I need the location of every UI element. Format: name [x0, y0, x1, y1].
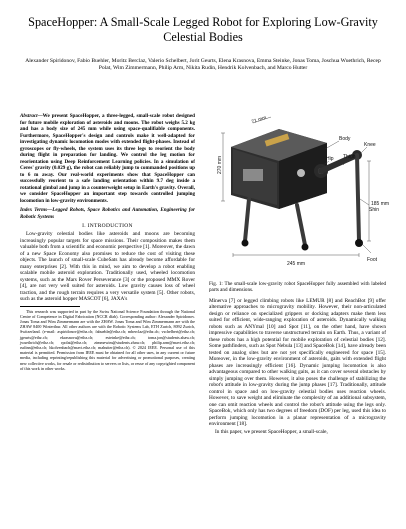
left-column: [20, 113, 195, 371]
label-foot: Foot: [367, 257, 378, 263]
figure-caption: Fig. 1: The small-scale low-gravity robot SpaceHopper fully assembled with labeled parts and dimensions.: [209, 281, 386, 294]
index-terms-text: —Legged Robots, Space Robotics and Automation, Engineering for Robotic Systems: [20, 207, 195, 220]
right-column: [209, 113, 390, 437]
robot-figure: [209, 113, 390, 278]
footnote-divider: [20, 306, 80, 307]
right-column-paragraph-2: In this paper, we present SpaceHopper, a small-scale,: [215, 429, 328, 436]
section-heading-introduction: I. INTRODUCTION: [82, 223, 133, 229]
label-hip: Hip: [326, 156, 334, 162]
footnote: This research was supported in part by the Swiss National Science Foundation through the National Centre of Competence in Digital Fabrication (NCCR dfab). Corresponding author: Alexander Spiridonov. Jonas Toma and Wim Zimmermann are with the ZHAW. Jonas Toma and Wim Zimmermann are with the ZHAW 8400 Winterthur. All other authors are with the Robotic Systems Lab, ETH Zurich, 8092 Zurich, Switzerland. (e-mail: aspiridonov@ethz.ch; fabuehle@ethz.ch; mberclaz@ethz.ch; vschelbert@ethz.ch; jgeurts@ethz.ch; ekrasnova@ethz.ch; esteinke@ethz.ch; toma.jon@students.zhaw.ch; jwuethrich@ethz.ch; rpolat@ethz.ch; zimmewim@students.zhaw.ch; philip.arm@mavt.ethz.ch; rudinn@ethz.ch; hkolvenbach@mavt.ethz.ch; mahutter@ethz.ch). © 2024 IEEE. Personal use of this material is permitted. Permission from IEEE must be obtained for all other uses, in any current or future media, including reprinting/republishing this material for advertising or promotional purposes, creating new collective works, for resale or redistribution to servers or lists, or reuse of any copyrighted component of this work in other works.: [20, 308, 195, 371]
index-terms: [20, 207, 195, 220]
author-list: Alexander Spiridonov, Fabio Buehler, Moritz Berclaz, Valerio Schelbert, Jorit Geurts, Elena Krasnova, Emma Steinke, Jonas Toma, Joschua Wuethrich, Recep Polat, Wim Zimmermann, Philip Arm, Nikita Rudin, Hendrik Kolvenbach, and Marco Hutter: [25, 58, 381, 72]
introduction-paragraph: Low-gravity celestial bodies like asteroids and moons are becoming increasingly popular targets for space missions. Their composition makes them valuable both from a scientific and economic perspective [1]. Moreover, the dawn of a new Space Economy also promises to reduce the cost of visiting these objects. The launch of small-scale CubeSats has already become affordable for many enterprises [2]. With this in mind, we aim to develop a robot enabling scalable mobile asteroid exploration. Traditionally used, wheeled locomotion systems, such as the Mars Rover Perseverance [3] or the proposed MMX Rover [4], are not very well suited for asteroids. Low gravity causes loss of wheel traction, and the rough terrain requires a very versatile system [5]. Other robots, such as the asteroid hopper MASCOT [6], JAXA's: [20, 231, 195, 302]
label-knee: Knee: [364, 142, 376, 148]
abstract-lead: Abstract: [20, 113, 38, 119]
paper-title: SpaceHopper: A Small-Scale Legged Robot for Exploring Low-Gravity Celestial Bodies: [28, 15, 378, 44]
label-shin: Shin: [369, 207, 380, 213]
label-body: Body: [339, 136, 351, 142]
abstract: [20, 113, 195, 204]
right-column-paragraph-1: Minerva [7] or legged climbing robots like LEMUR [8] and ReachBot [9] offer alternative approaches to microgravity mobility. However, their non-articulated design or reliance on specialized grippers or docking adapters make them less suited for efficient, wide-ranging exploration of asteroids. Dynamically walking robots such as ANYmal [10] and Spot [11], on the other hand, have shown impressive capabilities to traverse unstructured terrain on Earth. Thus, a variant of these robots has a high potential for mobile exploration of celestial bodies [12]. Some pathfinders, such as Spot Nebula [13] and SpaceBok [14], have already been tested on analog sites but are not yet specifically engineered for space [15]. Moreover, in the low-gravity environment of asteroids, gaits with extended flight phases are increasingly efficient [16]. Dynamic jumping locomotion is also advantageous compared to other walking gaits, as it can cover several obstacles by simply jumping over them. However, it also poses the challenge of stabilizing the robot's attitude in low-gravity during the jump phases [17]. Traditionally, attitude control in space and on low-gravity celestial bodies uses reaction wheels. However, to save weight and eliminate the complexity of an additional subsystem, one can omit reaction wheels and control the robot's attitude using the legs only. SpaceBok, which only has two degrees of freedom (DOF) per leg, used this idea to perform jumping locomotion in a planar representation of a microgravity environment [18].: [209, 297, 386, 428]
robot-diagram: [209, 113, 390, 278]
dimension-label-leg: 185 mm: [371, 201, 390, 207]
label-thigh: Thigh: [343, 154, 356, 160]
index-terms-lead: Index Terms: [20, 207, 48, 213]
dimension-label-top: 71 mm: [250, 114, 268, 126]
dimension-label-width: 245 mm: [287, 261, 306, 267]
abstract-text: —We present SpaceHopper, a three-legged, small-scale robot designed for future mobile exploration of asteroids and moons. The robot weighs 5.2 kg and has a body size of 245 mm while using space-qualifiable components. Furthermore, SpaceHopper's design and controls make it well-adapted for investigating dynamic locomotion modes with extended flight-phases. Instead of gyroscopes or fly-wheels, the system uses its three legs to reorient the body during flight in preparation for landing. We control the leg motion for reorientation using Deep Reinforcement Learning policies. In a simulation of Ceres' gravity (0.029 g), the robot can reliably jump to commanded positions up to 6 m away. Our real-world experiments show that SpaceHopper can successfully reorient to a safe landing orientation within 9.7 deg inside a rotational gimbal and jump in a counterweight setup in Earth's gravity. Overall, we consider SpaceHopper an important step towards controlled jumping locomotion in low-gravity environments.: [20, 113, 195, 204]
dimension-label-height: 270 mm: [217, 155, 223, 174]
